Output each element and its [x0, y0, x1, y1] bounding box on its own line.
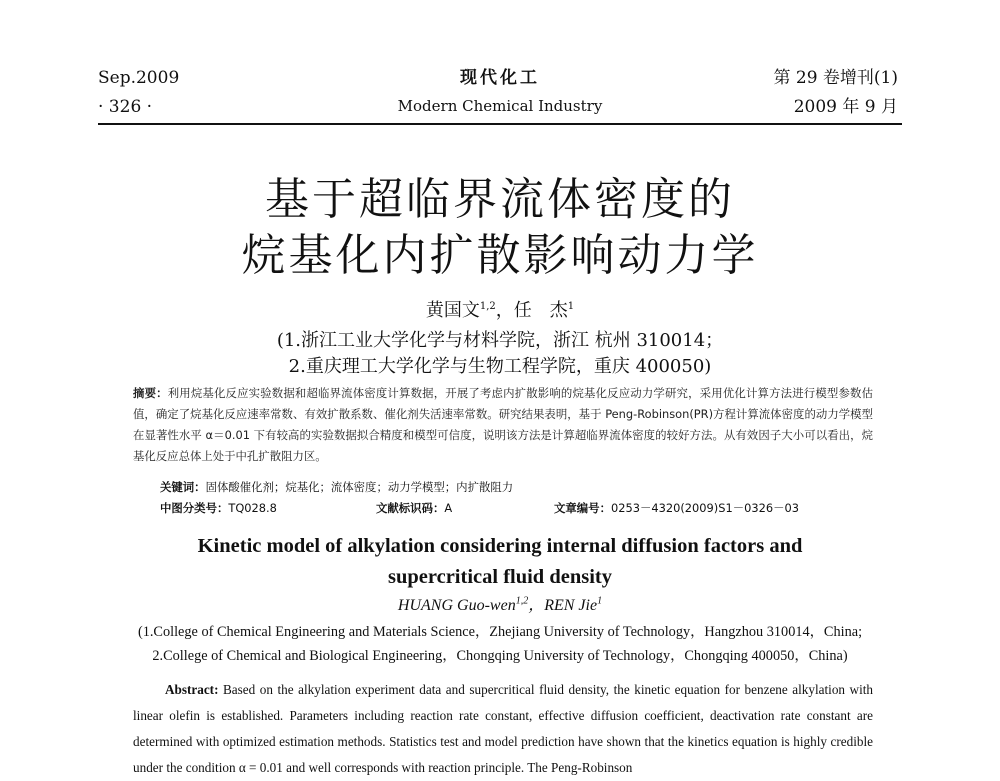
- issue-date: Sep.2009: [98, 68, 180, 88]
- abstract-en-text: Based on the alkylation experiment data and supercritical fluid density, the kinetic equation for benzene alkylation with linear olefin is established. Parameters including reaction rate constant, effective diffusion coefficient, deactivation rate constant are determined with optimized estimation methods. Statistics test and model prediction have shown that the kinetics equation is highly credible under the condition α = 0.01 and well corresponds with reaction principle. The Peng-Robinson: [133, 682, 874, 775]
- title-cn-line1: 基于超临界流体密度的: [265, 174, 735, 225]
- document-code-value: A: [444, 501, 453, 515]
- author-cn-1: 黄国文: [425, 300, 480, 321]
- author-en-2-affil: 1: [597, 595, 603, 607]
- article-number: [554, 500, 799, 516]
- title-en-line1: Kinetic model of alkylation considering internal diffusion factors and: [197, 535, 803, 557]
- abstract-cn: [133, 383, 873, 467]
- author-en-1: HUANG Guo-wen: [397, 597, 516, 614]
- abstract-en-label: Abstract:: [165, 682, 219, 697]
- volume-info: 第 29 卷增刊(1): [773, 68, 898, 88]
- publication-date-cn: 2009 年 9 月: [793, 97, 898, 117]
- authors-cn: [0, 296, 1000, 322]
- abstract-en: [133, 677, 873, 781]
- journal-name-en: Modern Chemical Industry: [397, 97, 603, 115]
- header-rule: [98, 123, 902, 125]
- affiliation-cn-2: 2.重庆理工大学化学与生物工程学院，重庆 400050): [288, 356, 712, 377]
- author-en-2: REN Jie: [544, 597, 598, 614]
- affiliation-en-2: 2.College of Chemical and Biological Engineering，Chongqing University of Technology，Chongqing 400050，China): [152, 648, 848, 664]
- affiliation-en-1: (1.College of Chemical Engineering and Materials Science，Zhejiang University of Technology，Hangzhou 310014，China;: [137, 624, 863, 640]
- keywords-cn-label: 关键词：: [160, 480, 206, 494]
- clc-number: [160, 500, 277, 516]
- author-cn-1-affil: 1,2: [479, 301, 496, 312]
- author-cn-2: 任 杰: [513, 300, 568, 321]
- title-en-line2: supercritical fluid density: [388, 566, 612, 588]
- authors-en: [0, 592, 1000, 615]
- page-number: · 326 ·: [98, 97, 153, 117]
- article-number-label: 文章编号：: [554, 501, 611, 515]
- abstract-cn-text: 利用烷基化反应实验数据和超临界流体密度计算数据，开展了考虑内扩散影响的烷基化反应动力学研究，采用优化计算方法进行模型参数估值，确定了烷基化反应速率常数、有效扩散系数、催化剂失活速率常数。研究结果表明，基于 Peng-Robinson(PR)方程计算流体密度的动力学模型在显著性水平 α＝0.01 下有较高的实验数据拟合精度和模型可信度，说明该方法是计算超临界流体密度的较好方法。从有效因子大小可以看出，烷基化反应总体上处于中孔扩散阻力区。: [133, 386, 873, 463]
- keywords-cn-text: 固体酸催化剂；烷基化；流体密度；动力学模型；内扩散阻力: [205, 480, 514, 494]
- document-code-label: 文献标识码：: [376, 501, 445, 515]
- clc-value: TQ028.8: [228, 501, 277, 515]
- abstract-cn-label: 摘要：: [133, 386, 168, 400]
- clc-label: 中图分类号：: [160, 501, 229, 515]
- article-number-value: 0253－4320(2009)S1－0326－03: [610, 501, 799, 515]
- keywords-cn: [160, 479, 513, 495]
- document-code: [376, 500, 452, 516]
- title-cn-line2: 烷基化内扩散影响动力学: [241, 230, 759, 281]
- author-separator: ，: [495, 300, 514, 321]
- author-cn-2-affil: 1: [567, 301, 575, 312]
- affiliation-cn-1: (1.浙江工业大学化学与材料学院，浙江 杭州 310014；: [276, 330, 724, 351]
- journal-name-cn: 现代化工: [460, 68, 540, 88]
- author-en-1-affil: 1,2: [515, 595, 529, 607]
- author-en-separator: ，: [528, 597, 545, 614]
